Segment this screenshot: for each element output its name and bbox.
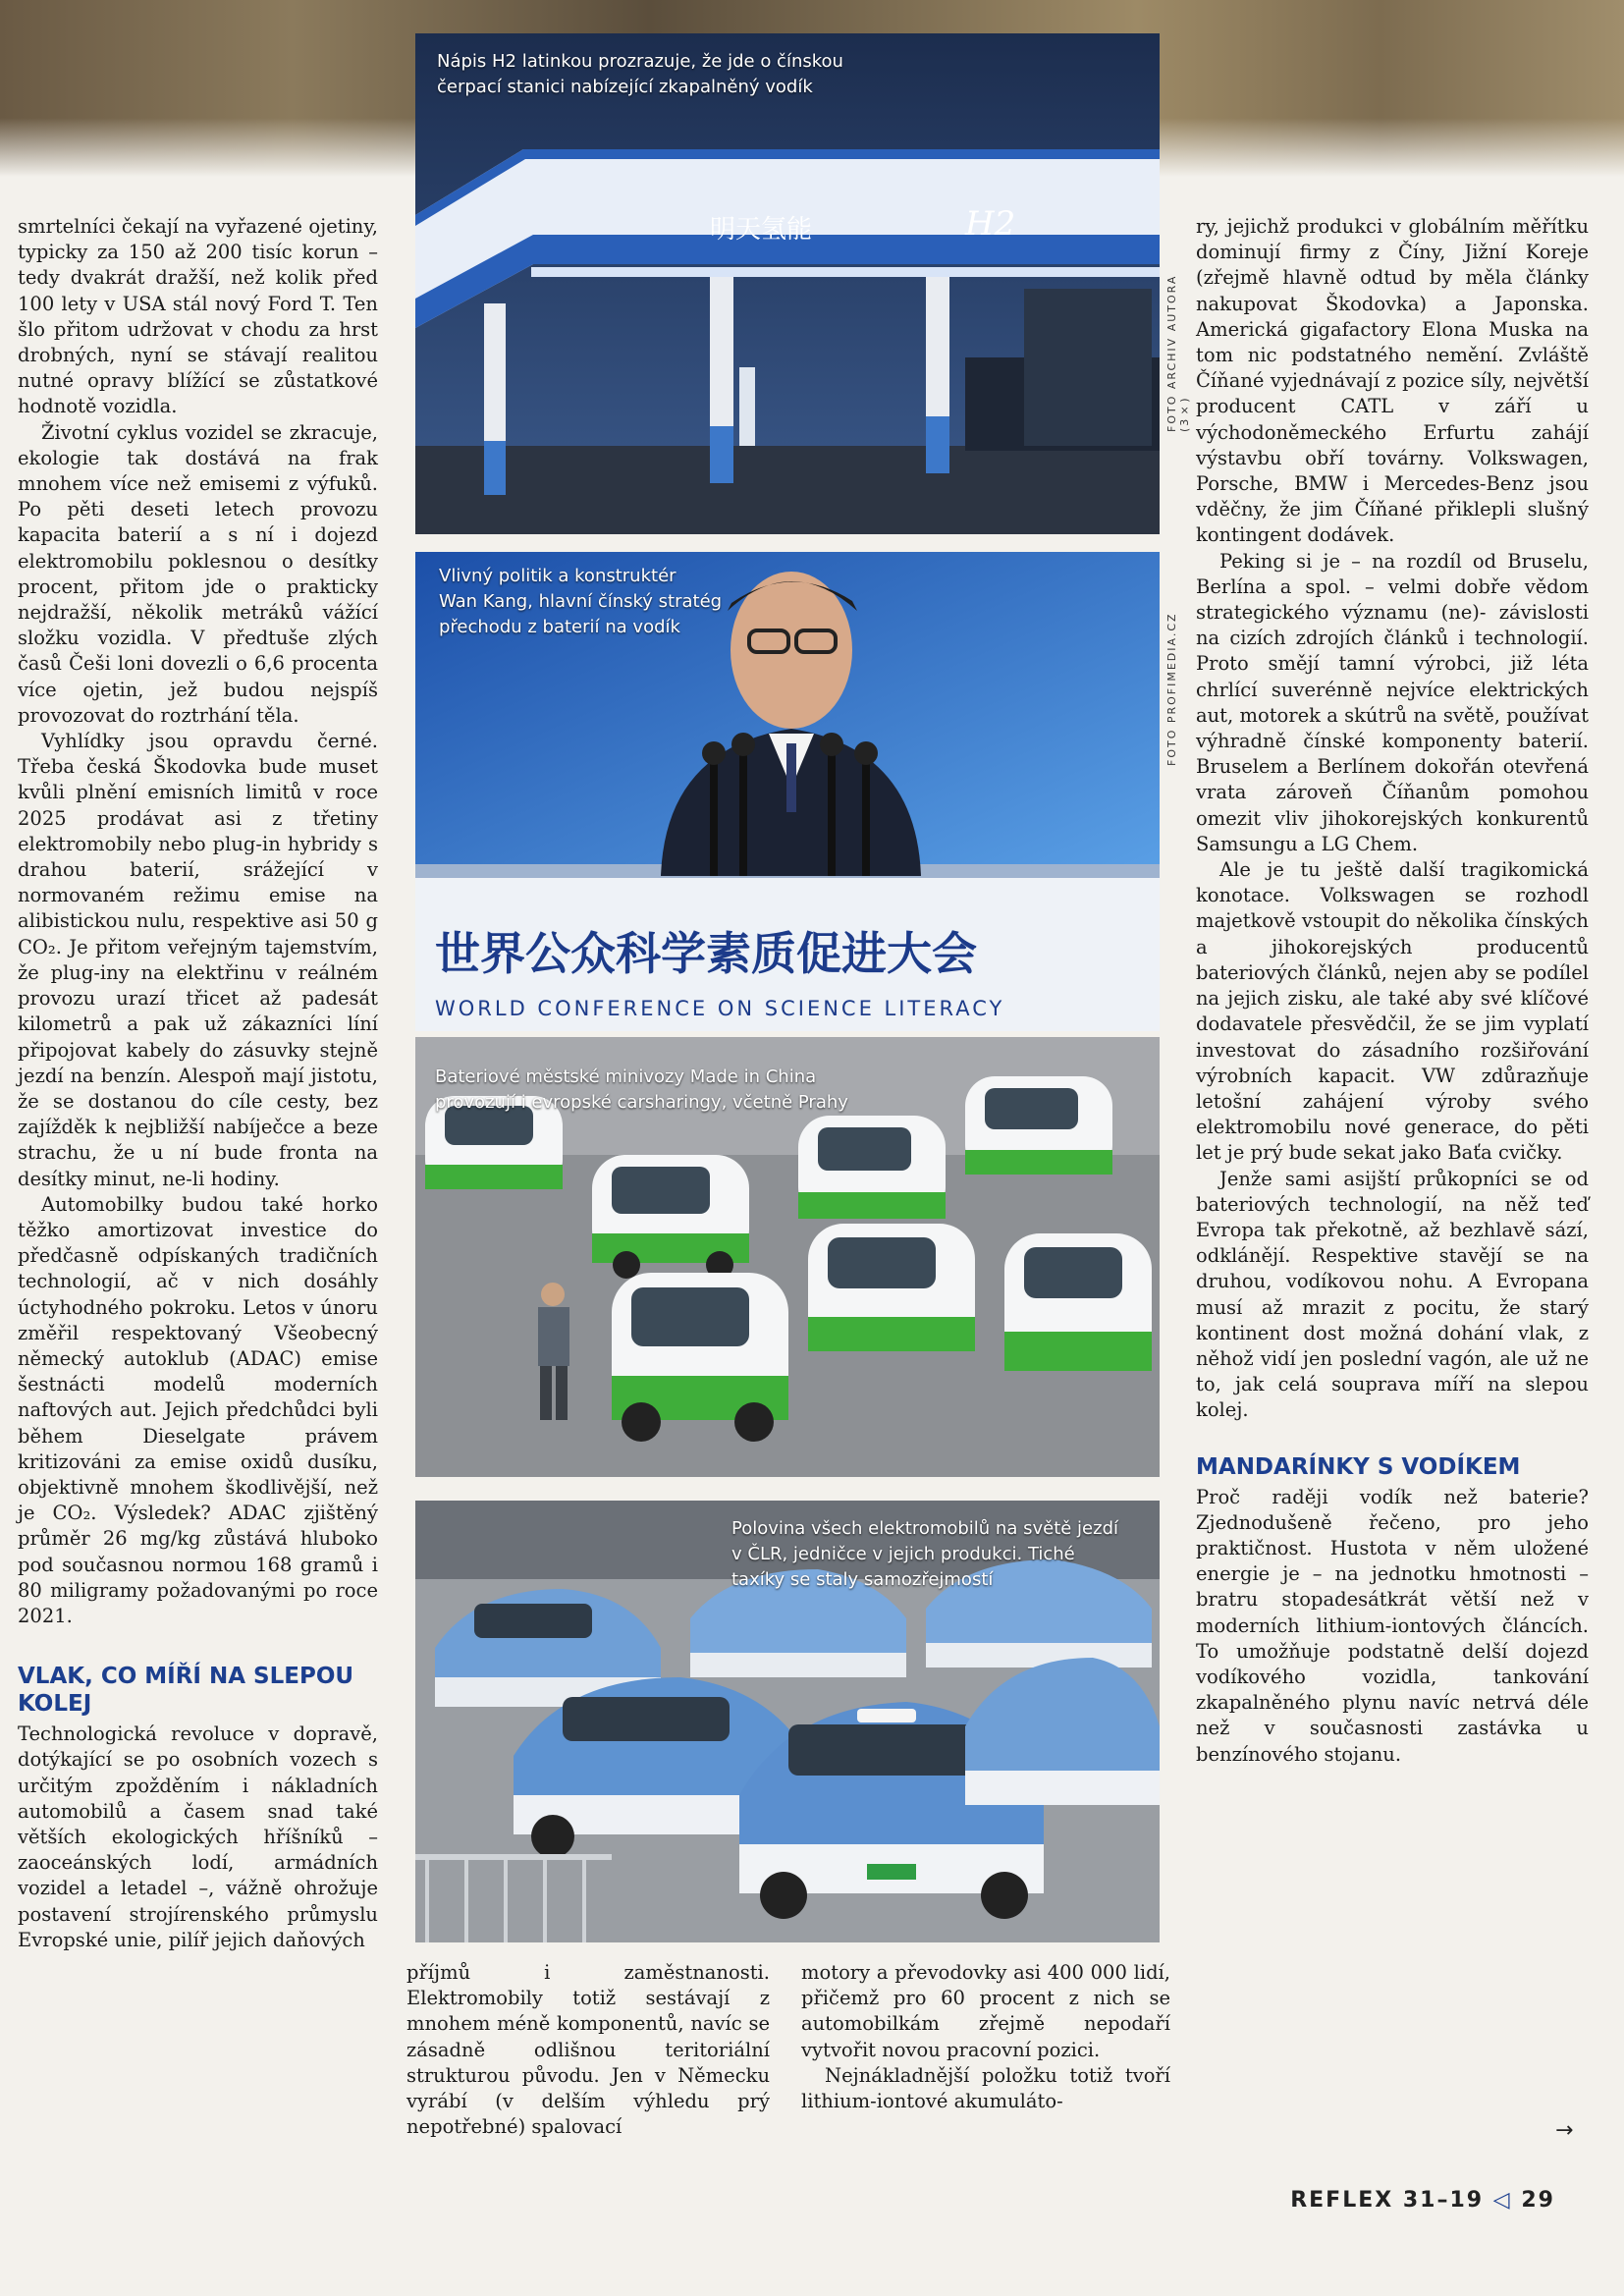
- page-marker-icon: ◁: [1492, 2188, 1512, 2213]
- photo2-caption: [439, 564, 722, 640]
- hydrogen-station-illustration: [415, 33, 1160, 534]
- conference-photo: [415, 552, 1160, 1031]
- station-sign-text: 明天氢能: [710, 215, 813, 245]
- photo4-caption-line: taxíky se staly samozřejmostí: [731, 1569, 994, 1590]
- article-paragraph: Technologická revoluce v dopravě, dotýkající se po osobních vozech s určitým zpožděním i nákladních automobilů a časem snad také větších ekologických hříšníků – zaoceánských lodí, armádních vozidel a letadel –, vážně ohrožuje postavení strojírenského průmyslu Evropské unie, pilíř jejich daňových: [18, 1722, 378, 1951]
- article-column-left: [18, 214, 378, 1953]
- h2-logo-text: H2: [965, 204, 1016, 244]
- photo3-caption: [435, 1065, 848, 1116]
- article-paragraph: Vyhlídky jsou opravdu černé. Třeba česká Škodovka bude muset kvůli plnění emisních limitů v roce 2025 prodávat asi z třetiny elektromobily nebo plug-in hybridy s drahou baterií, srážející v normovaném režimu emise na alibistickou nulu, respektive asi 50 g CO₂. Je přitom veřejným tajemstvím, že plug-iny na elektřinu v reálném provozu urazí třicet až padesát kilometrů a pak už zákazníci líní připojovat kabely do zásuvky stejně jezdí na benzín. Alespoň mají jistotu, že se dostanou do cíle cesty, bez zajížděk k nejbližší nabíječce a beze strachu, že u ní bude fronta na desítky minut, ne-li hodiny.: [18, 730, 378, 1190]
- article-paragraph: Ale je tu ještě další tragikomická konotace. Volkswagen se rozhodl majetkově vstoupit do několika čínských a jihokorejských producentů bateriových článků, nejen aby se podílel na jejich zisku, ale také aby své klíčové dodavatele přesvědčil, že se jim vyplatí investovat do zásadního rozšiřování výrobních kapacit. VW zdůrazňuje letošní zahájení výroby svého elektromobilu nové generace, do pěti let je prý bude sekat jako Baťa cvičky.: [1196, 858, 1589, 1165]
- article-paragraph: Automobilky budou také horko těžko amortizovat investice do předčasně odpískaných tradičních technologií, ač v nich dosáhly úctyhodného pokroku. Letos v únoru změřil respektovaný Všeobecný německý autoklub (ADAC) emise šestnácti modelů moderních naftových aut. Jejich předchůdci byli během Dieselgate právem kritizováni za emise oxidů dusíku, objektivně mnohem škodlivější, než je CO₂. Výsledek? ADAC zjištěný průměr 26 mg/kg zůstává hluboko pod současnou normou 168 gramů i 80 miligramy požadovanými po roce 2021.: [18, 1192, 378, 1627]
- article-paragraph: příjmů i zaměstnanosti. Elektromobily totiž sestávají z mnohem méně komponentů, navíc se zásadně odlišnou teritoriální strukturou původu. Jen v Německu vyrábí (v delším výhledu prý nepotřebné) spalovací: [406, 1961, 770, 2139]
- magazine-issue: REFLEX 31–19: [1290, 2188, 1485, 2213]
- minivan: [612, 1273, 788, 1442]
- article-column-right: [1196, 214, 1589, 1768]
- photo4-caption-line: Polovina všech elektromobilů na světě jezdí: [731, 1518, 1119, 1539]
- article-paragraph: motory a převodovky asi 400 000 lidí, přičemž pro 60 procent z nich se automobilkám zřejmě nepodaří vytvořit novou pracovní pozici.: [801, 1961, 1170, 2061]
- article-paragraph: Peking si je – na rozdíl od Bruselu, Berlína a spol. – velmi dobře vědom strategického významu (ne)- závislosti na cizích zdrojích článků i technologií. Proto smějí tamní výrobci, již léta chrlící suverénně nejvíce elektrických aut, motorek a skútrů na světě, používat výhradně čínské komponenty baterií. Bruselem a Berlínem dokořán otevřená vrata zároveň Číňanům pomohou omezit vliv jihokorejských konkurentů Samsungu a LG Chem.: [1196, 549, 1589, 855]
- minivan: [592, 1155, 749, 1279]
- article-paragraph: Nejnákladnější položku totiž tvoří lithium-iontové akumuláto-: [801, 2063, 1170, 2113]
- minivan: [808, 1224, 975, 1351]
- taxis-photo: [415, 1501, 1160, 1942]
- hydrogen-station-photo: [415, 33, 1160, 534]
- article-column-middle-right: [801, 1960, 1170, 2114]
- page-number: 29: [1521, 2188, 1555, 2213]
- page-footer: [1290, 2188, 1555, 2213]
- minivans-photo: [415, 1037, 1160, 1477]
- banner-chinese-text: 世界公众科学素质促进大会: [435, 927, 977, 980]
- section-heading: VLAK, CO MÍŘÍ NA SLEPOU KOLEJ: [18, 1664, 354, 1718]
- article-column-middle-left: [406, 1960, 770, 2140]
- photo4-caption: [731, 1516, 1118, 1593]
- article-paragraph: Životní cyklus vozidel se zkracuje, ekologie tak dostává na frak mnohem více než emisemi z výfuků. Po pěti deseti letech provozu kapacita baterií a s ní i dojezd elektromobilu poklesnou o desítky procent, přitom jde o prakticky nejdražší, několik metráků vážící složku vozidla. V předtuše zlých časů Češi loni dovezli o 6,6 procenta více ojetin, jež budou nejspíš provozovat do roztrhání těla.: [18, 420, 378, 727]
- article-paragraph: ry, jejichž produkci v globálním měřítku dominují firmy z Číny, Jižní Koreje (zřejmě hlavně odtud by měla články nakupovat Škodovka) a Japonska. Americká gigafactory Elona Muska na tom nic podstatného nemění. Zvláště Číňané vyjednávají z pozice síly, největší producent CATL v září u východoněmeckého Erfurtu zahájí výstavbu obří továrny. Volkswagen, Porsche, BMW i Mercedes-Benz jsou vděčny, že jim Číňané přiklepli slušný kontingent dodávek.: [1196, 215, 1589, 547]
- photo3-caption-line: provozují i evropské carsharingy, včetně Prahy: [435, 1092, 848, 1113]
- photo2-caption-line: Wan Kang, hlavní čínský stratég: [439, 591, 723, 612]
- photo-credit-profimedia: FOTO PROFIMEDIA.CZ: [1165, 612, 1178, 766]
- photo3-caption-line: Bateriové městské minivozy Made in China: [435, 1066, 817, 1087]
- banner-english-text: WORLD CONFERENCE ON SCIENCE LITERACY: [435, 997, 1005, 1020]
- photo1-caption-line: Nápis H2 latinkou prozrazuje, že jde o čínskou: [437, 51, 843, 72]
- minivan: [798, 1116, 946, 1219]
- section-heading: MANDARÍNKY S VODÍKEM: [1196, 1453, 1521, 1480]
- photo1-caption-line: čerpací stanici nabízející zkapalněný vodík: [437, 77, 813, 97]
- photo2-caption-line: Vlivný politik a konstruktér: [439, 566, 677, 586]
- photo4-caption-line: v ČLR, jedničce v jejich produkci. Tiché: [731, 1544, 1075, 1564]
- photo1-caption: [437, 49, 843, 100]
- continue-arrow-icon: →: [1555, 2118, 1574, 2143]
- minivan: [965, 1076, 1112, 1175]
- article-paragraph: Proč raději vodík než baterie? Zjednodušeně řečeno, pro jeho praktičnost. Hustota v něm uložené energie je – na jednotku hmotnosti – bratru stopadesátkrát větší než v moderních lithium-iontových článcích. To umožňuje podstatně delší dojezd vodíkového vozidla, tankování zkapalněného plynu navíc netrvá déle než v současnosti zastávka u benzínového stojanu.: [1196, 1485, 1589, 1766]
- photo2-caption-line: přechodu z baterií na vodík: [439, 617, 680, 637]
- minivan: [1004, 1233, 1152, 1371]
- article-paragraph: smrtelníci čekají na vyřazené ojetiny, typicky za 150 až 200 tisíc korun – tedy dvakrát dražší, než kolik před 100 lety v USA stál nový Ford T. Ten šlo přitom udržovat v chodu za hrst drobných, nyní se stávají realitou nutné opravy blížící se zůstatkové hodnotě vozidla.: [18, 215, 378, 418]
- photo-credit-archive: FOTO ARCHIV AUTORA (3×): [1165, 274, 1191, 432]
- article-paragraph: Jenže sami asijští průkopníci se od bateriových technologií, na něž teď Evropa tak překotně, až bezhlavě sází, odklánějí. Respektive stavějí se na druhou, vodíkovou nohu. A Evropana musí až mrazit z pocitu, že starý kontinent dost možná dohání vlak, z něhož vidí jen poslední vagón, ale už ne to, jak celá souprava míří na slepou kolej.: [1196, 1167, 1589, 1422]
